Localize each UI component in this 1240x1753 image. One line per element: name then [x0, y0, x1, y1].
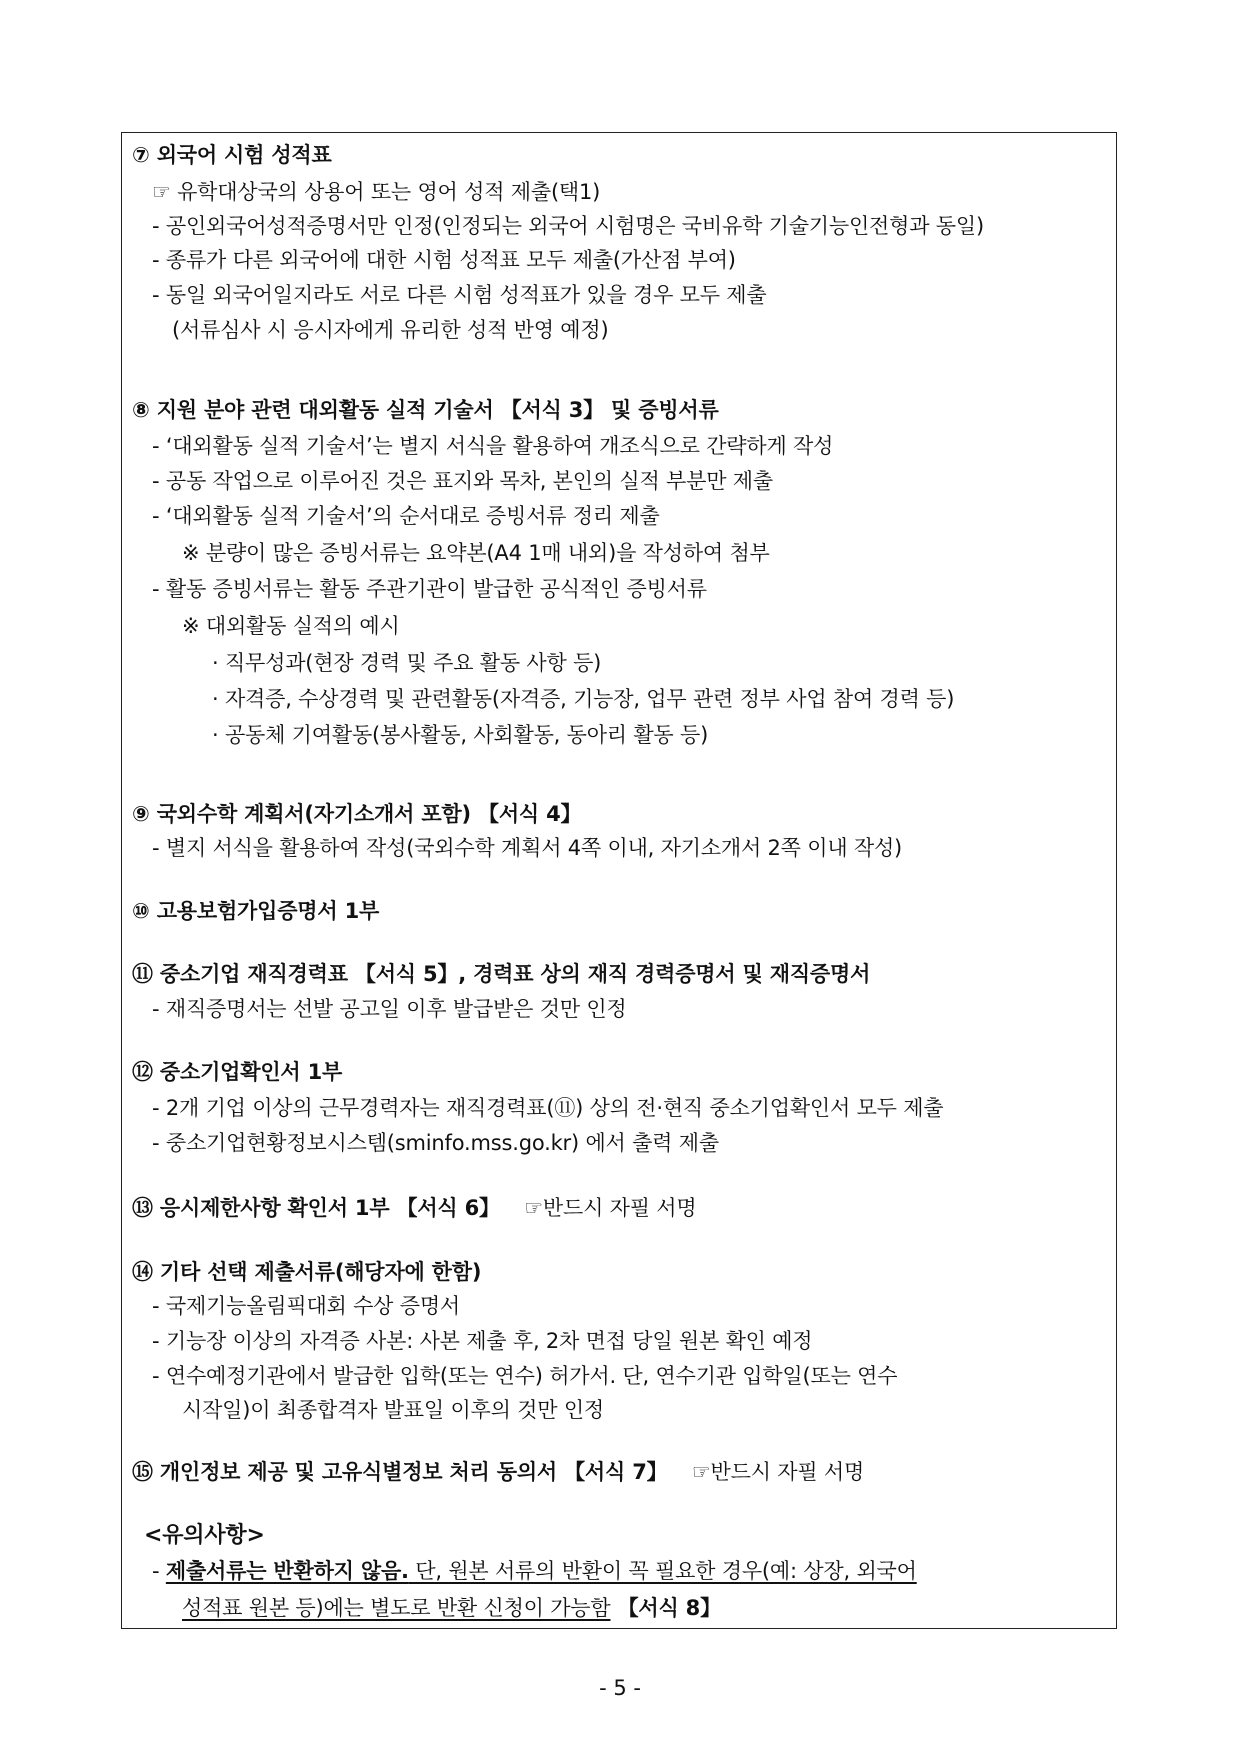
section-13-row [132, 1194, 696, 1222]
section-7-line-2: - 공인외국어성적증명서만 인정(인정되는 외국어 시험명은 국비유학 기술기능인전형과 동일) [152, 214, 984, 238]
notice-line2-underlined: 성적표 원본 등)에는 별도로 반환 신청이 가능함 [182, 1596, 611, 1620]
section-12-line-1: - 2개 기업 이상의 근무경력자는 재직경력표(⑪) 상의 전·현직 중소기업확인서 모두 제출 [152, 1096, 944, 1120]
section-8-line-7: · 직무성과(현장 경력 및 주요 활동 사항 등) [212, 651, 602, 675]
section-8-line-2: - 공동 작업으로 이루어진 것은 표지와 목차, 본인의 실적 부분만 제출 [152, 469, 773, 493]
notice-line-1 [152, 1557, 917, 1585]
section-15-note: ☞반드시 자필 서명 [691, 1460, 865, 1484]
section-14-line-4: 시작일)이 최종합격자 발표일 이후의 것만 인정 [182, 1398, 605, 1422]
section-12-line-2: - 중소기업현황정보시스템(sminfo.mss.go.kr) 에서 출력 제출 [152, 1131, 719, 1155]
section-14-line-2: - 기능장 이상의 자격증 사본: 사본 제출 후, 2차 면접 당일 원본 확인 예정 [152, 1329, 813, 1353]
section-7-line-4: - 동일 외국어일지라도 서로 다른 시험 성적표가 있을 경우 모두 제출 [152, 283, 767, 307]
notice-title: <유의사항> [144, 1523, 265, 1548]
section-14-title: ⑭ 기타 선택 제출서류(해당자에 한함) [132, 1260, 482, 1284]
section-15-title: ⑮ 개인정보 제공 및 고유식별정보 처리 동의서 【서식 7】 [132, 1460, 668, 1484]
section-8-line-3: - ‘대외활동 실적 기술서’의 순서대로 증빙서류 정리 제출 [152, 504, 660, 528]
section-7-line-3: - 종류가 다른 외국어에 대한 시험 성적표 모두 제출(가산점 부여) [152, 248, 736, 272]
section-8-line-6: ※ 대외활동 실적의 예시 [182, 614, 400, 638]
notice-line2-tail: 【서식 8】 [610, 1596, 721, 1620]
section-8-line-5: - 활동 증빙서류는 활동 주관기관이 발급한 공식적인 증빙서류 [152, 577, 707, 601]
notice-rest-line1: 단, 원본 서류의 반환이 꼭 필요한 경우(예: 상장, 외국어 [408, 1559, 917, 1583]
section-10-title: ⑩ 고용보험가입증명서 1부 [132, 899, 380, 923]
section-9-title: ⑨ 국외수학 계획서(자기소개서 포함) 【서식 4】 [132, 802, 582, 826]
section-8-line-1: - ‘대외활동 실적 기술서’는 별지 서식을 활용하여 개조식으로 간략하게 작성 [152, 434, 834, 458]
section-8-title: ⑧ 지원 분야 관련 대외활동 실적 기술서 【서식 3】 및 증빙서류 [132, 398, 719, 422]
section-8-line-4: ※ 분량이 많은 증빙서류는 요약본(A4 1매 내외)을 작성하여 첨부 [182, 541, 770, 565]
section-7-title: ⑦ 외국어 시험 성적표 [132, 143, 332, 167]
section-7-line-5: (서류심사 시 응시자에게 유리한 성적 반영 예정) [172, 318, 609, 342]
section-14-line-3: - 연수예정기관에서 발급한 입학(또는 연수) 허가서. 단, 연수기관 입학일(또는 연수 [152, 1364, 898, 1388]
notice-dash: - [152, 1559, 166, 1583]
section-14-line-1: - 국제기능올림픽대회 수상 증명서 [152, 1294, 461, 1318]
section-8-line-8: · 자격증, 수상경력 및 관련활동(자격증, 기능장, 업무 관련 정부 사업 참여 경력 등) [212, 687, 955, 711]
notice-bold-text: 제출서류는 반환하지 않음. [165, 1559, 409, 1583]
section-9-line-1: - 별지 서식을 활용하여 작성(국외수학 계획서 4쪽 이내, 자기소개서 2쪽 이내 작성) [152, 836, 903, 860]
notice-line-2 [182, 1594, 721, 1622]
page-number: - 5 - [599, 1676, 641, 1700]
section-11-line-1: - 재직증명서는 선발 공고일 이후 발급받은 것만 인정 [152, 997, 627, 1021]
section-11-title: ⑪ 중소기업 재직경력표 【서식 5】, 경력표 상의 재직 경력증명서 및 재직증명서 [132, 962, 871, 986]
section-13-note: ☞반드시 자필 서명 [524, 1196, 697, 1220]
section-15-row [132, 1458, 864, 1486]
section-7-line-1: ☞ 유학대상국의 상용어 또는 영어 성적 제출(택1) [152, 180, 601, 204]
section-8-line-9: · 공동체 기여활동(봉사활동, 사회활동, 동아리 활동 등) [212, 723, 709, 747]
section-13-title: ⑬ 응시제한사항 확인서 1부 【서식 6】 [132, 1196, 500, 1220]
section-12-title: ⑫ 중소기업확인서 1부 [132, 1060, 343, 1084]
